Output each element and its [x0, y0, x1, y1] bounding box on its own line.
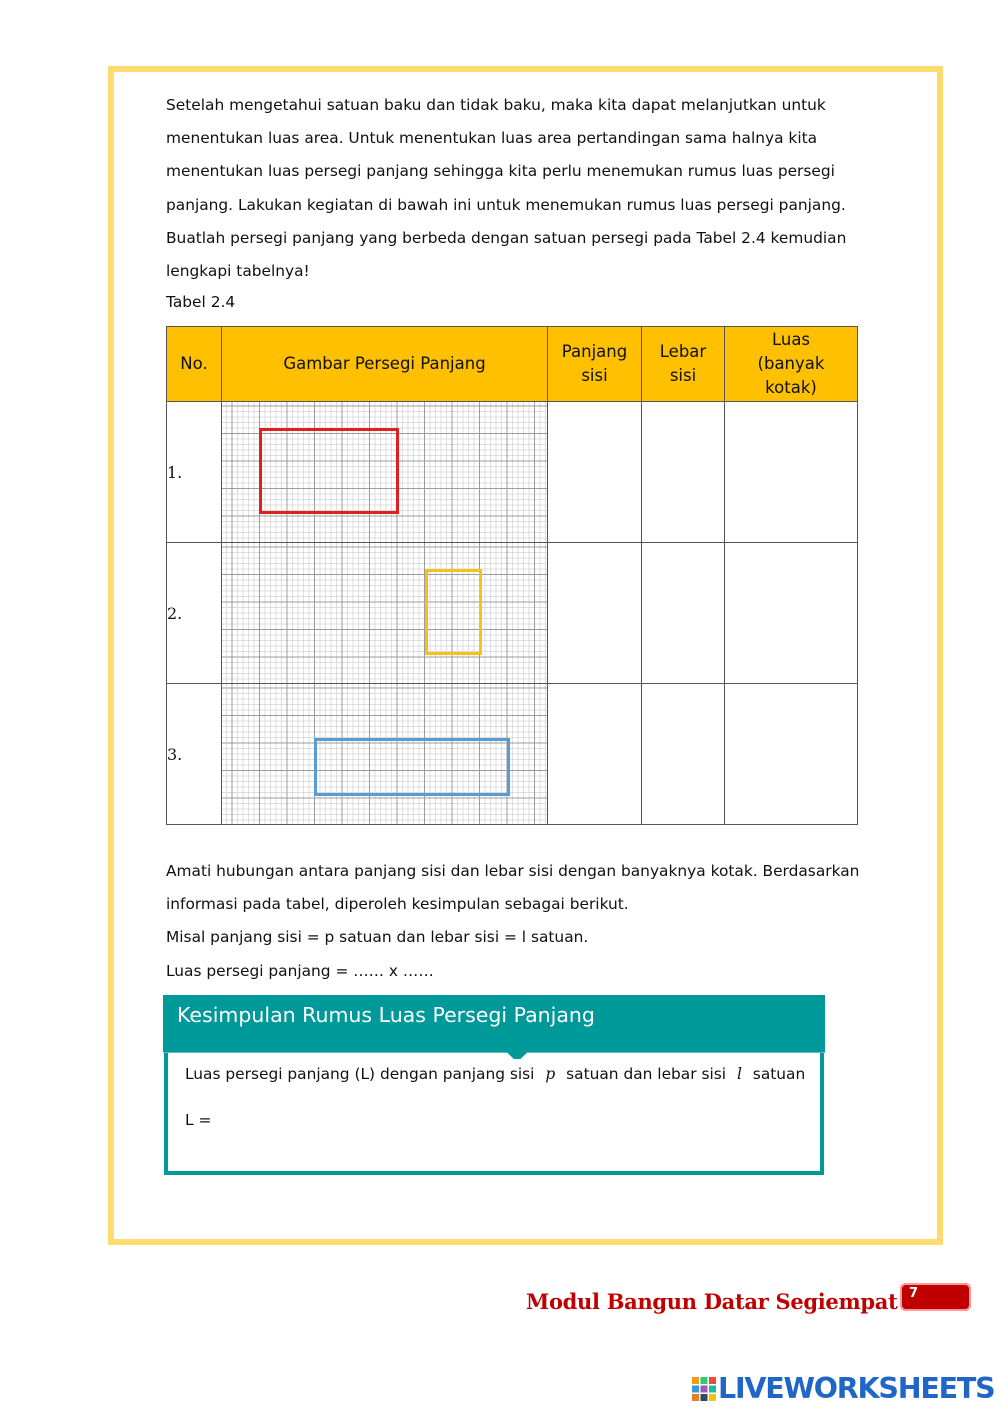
luas-answer-cell[interactable]: [725, 543, 858, 684]
observation-paragraph: [166, 855, 886, 988]
header-lebar-line2: sisi: [669, 366, 697, 385]
grid-drawing-cell: [222, 402, 548, 543]
row-number: 2.: [167, 543, 222, 684]
variable-p: p: [545, 1065, 556, 1083]
page-number-badge: [900, 1283, 971, 1311]
lebar-answer-cell[interactable]: [642, 543, 725, 684]
header-lebar: [642, 327, 725, 402]
formula-label: L =: [185, 1111, 212, 1129]
row-number: 3.: [167, 684, 222, 825]
header-lebar-line1: Lebar: [659, 342, 707, 361]
table-row: [167, 684, 858, 825]
header-luas-line1: Luas: [771, 330, 811, 349]
conclusion-box: [163, 995, 825, 1176]
intro-line: lengkapi tabelnya!: [166, 262, 310, 281]
header-luas-line3: kotak): [765, 378, 817, 397]
statement-text: Luas persegi panjang (L) dengan panjang sisi: [185, 1065, 535, 1083]
luas-answer-cell[interactable]: [725, 684, 858, 825]
header-gambar: Gambar Persegi Panjang: [222, 327, 548, 402]
table-row: [167, 402, 858, 543]
intro-paragraph: [166, 89, 886, 288]
red-rectangle: [259, 428, 399, 514]
grid-drawing-cell: [222, 684, 548, 825]
intro-line: Buatlah persegi panjang yang berbeda dengan satuan persegi pada Tabel 2.4 kemudian: [166, 228, 847, 247]
observation-line: informasi pada tabel, diperoleh kesimpulan sebagai berikut.: [166, 895, 629, 914]
table-header-row: [167, 327, 858, 402]
header-luas: [725, 327, 858, 402]
blue-rectangle: [314, 738, 510, 796]
luas-answer-cell[interactable]: [725, 402, 858, 543]
statement-text: satuan dan lebar sisi: [566, 1065, 727, 1083]
statement-text: satuan: [752, 1065, 806, 1083]
panjang-answer-cell[interactable]: [548, 684, 642, 825]
liveworksheets-watermark: [692, 1372, 995, 1406]
header-panjang-line1: Panjang: [561, 342, 628, 361]
header-no: No.: [167, 327, 222, 402]
liveworksheets-text: LIVEWORKSHEETS: [718, 1372, 995, 1405]
observation-line: Misal panjang sisi = p satuan dan lebar sisi = l satuan.: [166, 928, 589, 947]
intro-line: panjang. Lakukan kegiatan di bawah ini untuk menemukan rumus luas persegi panjang.: [166, 195, 846, 214]
header-luas-line2: (banyak: [757, 354, 825, 373]
module-title: Modul Bangun Datar Segiempat: [526, 1289, 898, 1314]
table-row: [167, 543, 858, 684]
lebar-answer-cell[interactable]: [642, 402, 725, 543]
panjang-answer-cell[interactable]: [548, 402, 642, 543]
rectangle-table: [166, 326, 858, 825]
grid-drawing-cell: [222, 543, 548, 684]
variable-l: l: [736, 1065, 742, 1083]
header-panjang-line2: sisi: [581, 366, 608, 385]
observation-line: Luas persegi panjang = …… x ……: [166, 961, 434, 980]
page-number: 7: [909, 1286, 919, 1301]
conclusion-body: [164, 1053, 824, 1175]
yellow-rectangle: [425, 569, 482, 655]
conclusion-title: Kesimpulan Rumus Luas Persegi Panjang: [177, 1003, 595, 1027]
table-caption: Tabel 2.4: [166, 293, 236, 311]
row-number: 1.: [167, 402, 222, 543]
formula-line: [185, 1111, 211, 1129]
intro-line: menentukan luas persegi panjang sehingga kita perlu menemukan rumus luas persegi: [166, 162, 835, 181]
liveworksheets-logo-icon: [692, 1377, 716, 1401]
intro-line: Setelah mengetahui satuan baku dan tidak baku, maka kita dapat melanjutkan untuk: [166, 96, 826, 114]
lebar-answer-cell[interactable]: [642, 684, 725, 825]
intro-line: menentukan luas area. Untuk menentukan luas area pertandingan sama halnya kita: [166, 129, 818, 148]
header-panjang: [548, 327, 642, 402]
conclusion-statement: [185, 1065, 805, 1083]
observation-line: Amati hubungan antara panjang sisi dan lebar sisi dengan banyaknya kotak. Berdasarkan: [166, 862, 860, 880]
panjang-answer-cell[interactable]: [548, 543, 642, 684]
